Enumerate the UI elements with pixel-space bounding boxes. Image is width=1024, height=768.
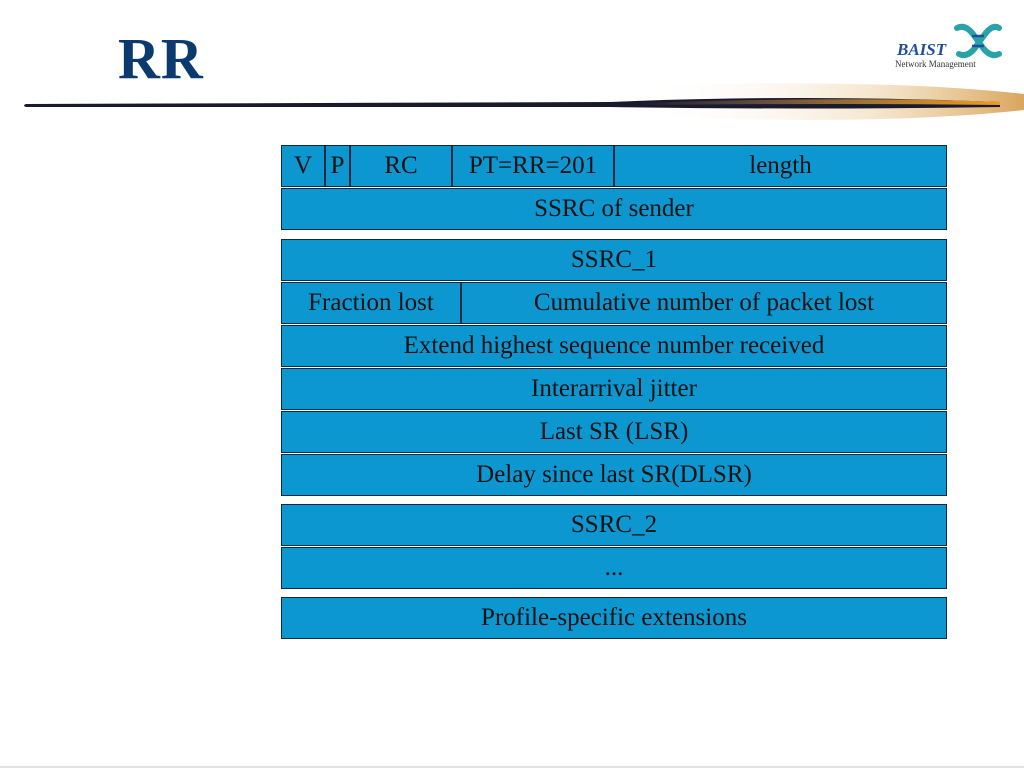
field-cumulative-lost: Cumulative number of packet lost [461,282,947,324]
field-ssrc-2: SSRC_2 [281,504,947,546]
ext-seq-row [281,325,947,367]
extensions-block [281,597,947,639]
logo-brand: BAIST [897,40,947,59]
report-block-1 [281,239,947,496]
field-version: V [281,145,325,187]
field-lsr: Last SR (LSR) [281,411,947,453]
ssrc-sender-row [281,188,947,230]
slide-title: RR [118,26,204,91]
field-ssrc-1: SSRC_1 [281,239,947,281]
field-profile-extensions: Profile-specific extensions [281,597,947,639]
logo-subtitle: Network Management [895,59,976,69]
report-block-2 [281,504,947,589]
field-ext-highest-seq: Extend highest sequence number received [281,325,947,367]
field-padding: P [325,145,350,187]
jitter-row [281,368,947,410]
extensions-row [281,597,947,639]
title-underline [0,80,1024,120]
crossed-x-icon [953,22,1003,60]
lsr-row [281,411,947,453]
field-jitter: Interarrival jitter [281,368,947,410]
dlsr-row [281,454,947,496]
field-length: length [614,145,947,187]
field-packet-type: PT=RR=201 [452,145,614,187]
field-report-count: RC [350,145,452,187]
ssrc1-row [281,239,947,281]
rr-header-block [281,145,947,230]
field-fraction-lost: Fraction lost [281,282,461,324]
header-fields-row [281,145,947,187]
ellipsis-row [281,547,947,589]
field-ellipsis: ... [281,547,947,589]
loss-row [281,282,947,324]
field-dlsr: Delay since last SR(DLSR) [281,454,947,496]
field-ssrc-sender: SSRC of sender [281,188,947,230]
baist-logo [893,22,1005,72]
ssrc2-row [281,504,947,546]
